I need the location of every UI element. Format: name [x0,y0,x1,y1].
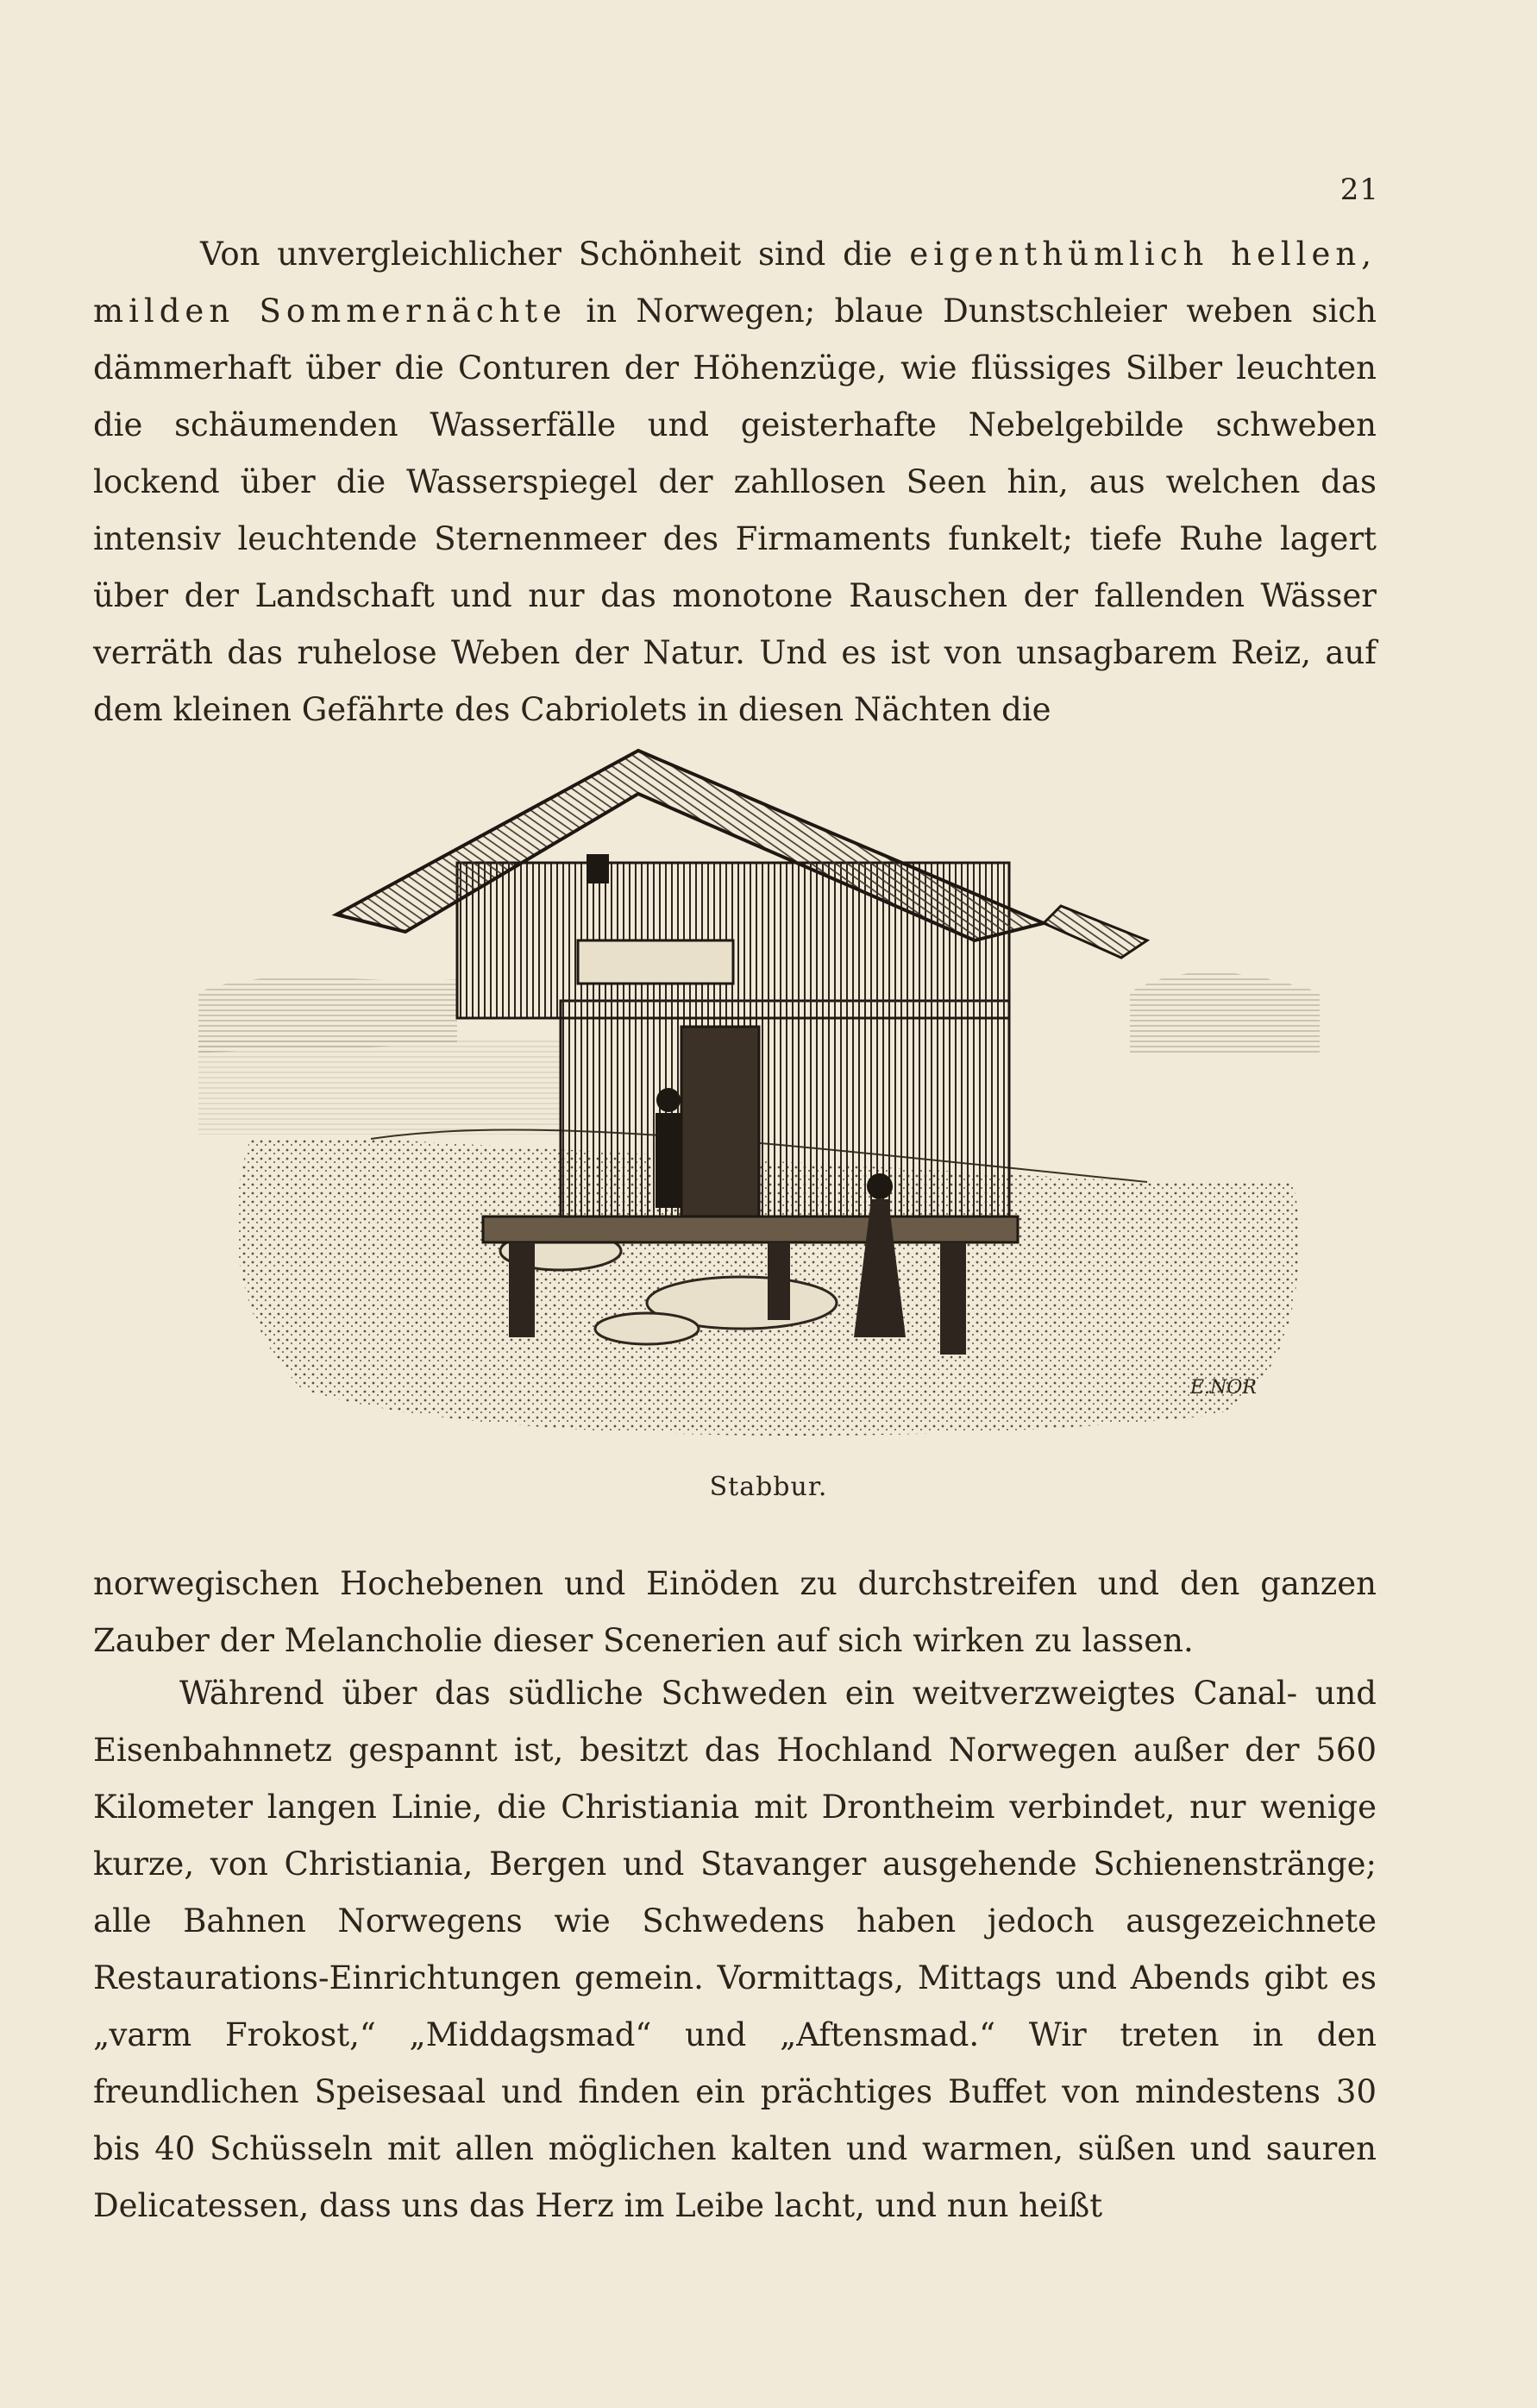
paragraph-text: Von unvergleichlicher Schönheit sind die [200,236,910,273]
engraver-signature: E.NOR [1190,1377,1257,1399]
post [509,1242,535,1337]
paragraph-continuation: norwegischen Hochebenen und Einöden zu durchstreifen und den ganzen Zauber der Melancholie dieser Scenerien auf sich wirken zu lassen. [93,1565,1377,1659]
storehouse-platform [483,1217,1018,1242]
paragraph-text: in Norwegen; blaue Dunstschleier weben sich dämmerhaft über die Conturen der Höhenzüge, wie flüssiges Silber leuchten die schäumenden Wasserfälle und geisterhafte Nebelgebilde schweben lockend über die Wasserspiegel der zahllosen Seen hin, aus welchen das intensiv leuchtende Sternenmeer des Firmaments funkelt; tiefe Ruhe lagert über der Landschaft und nur das monotone Rauschen der fallenden Wässer verräth das ruhelose Weben der Natur. Und es ist von unsagbarem Reiz, auf dem kleinen Gefährte des Cabriolets in diesen Nächten die [93,292,1377,728]
storehouse-door [681,1027,759,1217]
emphasized-text: eigenthümlich hellen, milden Sommernächte [93,236,1377,330]
page-number: 21 [1339,173,1379,207]
stabbur-illustration [198,733,1320,1458]
paragraph-summer-nights [93,226,1377,739]
standing-figure [656,1113,681,1208]
paragraph-railways: Während über das südliche Schweden ein weitverzweigtes Canal- und Eisenbahnnetz gespannt ist, besitzt das Hochland Norwegen außer der 560 Kilometer langen Linie, die Christiania mit Drontheim verbindet, nur wenige kurze, von Christiania, Bergen und Stavanger ausgehende Schienenstränge; alle Bahnen Norwegens wie Schwedens haben jedoch ausgezeichnete Restaurations-Einrichtungen gemein. Vormittags, Mittags und Abends gibt es „varm Frokost,“ „Middagsmad“ und „Aftensmad.“ Wir treten in den freundlichen Speisesaal und finden ein prächtiges Buffet von mindestens 30 bis 40 Schüsseln mit allen möglichen kalten und warmen, süßen und sauren Delicatessen, dass uns das Herz im Leibe lacht, und nun heißt [93,1675,1377,2224]
post [768,1242,790,1320]
lake [198,1040,561,1135]
stone [595,1313,699,1344]
figure-caption: Stabbur. [709,1472,828,1502]
post [940,1242,966,1355]
storehouse-wall [561,1001,1009,1217]
